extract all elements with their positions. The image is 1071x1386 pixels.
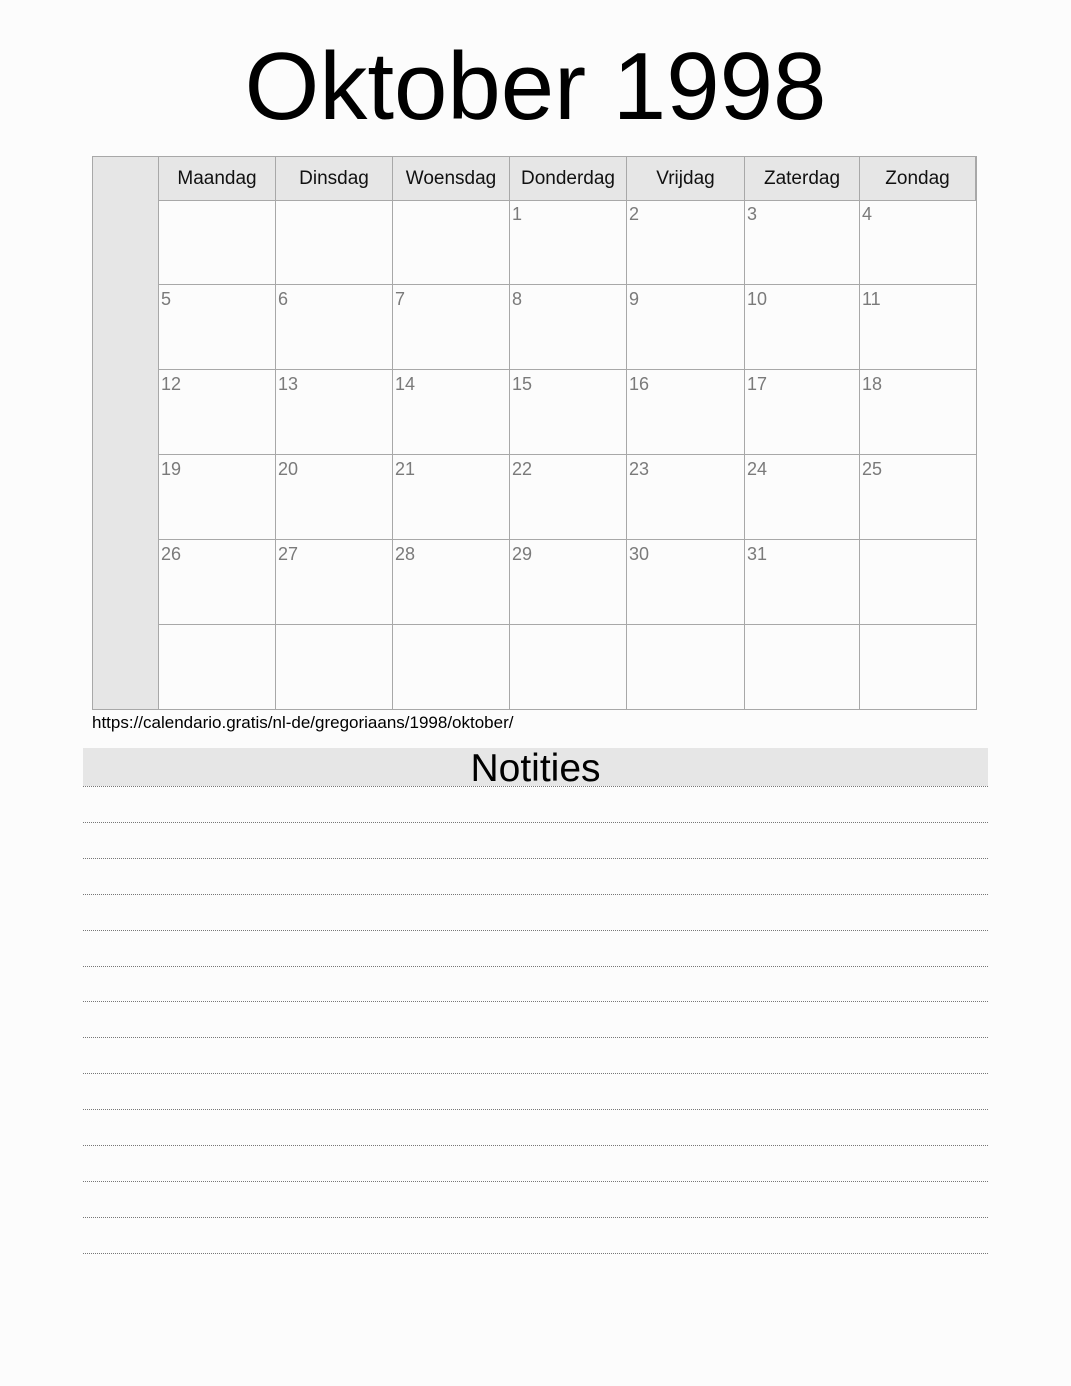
day-cell <box>860 285 976 370</box>
day-cell <box>276 455 393 540</box>
source-url: https://calendario.gratis/nl-de/gregoriaans/1998/oktober/ <box>92 713 514 732</box>
day-number: 13 <box>278 374 299 394</box>
day-number: 20 <box>278 459 299 479</box>
day-number: 28 <box>395 544 416 564</box>
day-number: 25 <box>862 459 883 479</box>
day-cell <box>510 455 627 540</box>
day-number: 16 <box>629 374 650 394</box>
day-cell <box>860 200 976 285</box>
calendar-title: Oktober 1998 <box>244 33 827 140</box>
weekday-tuesday: Dinsdag <box>276 157 393 200</box>
weekday-header-row <box>159 157 976 201</box>
day-number: 27 <box>278 544 299 564</box>
note-line <box>83 1073 988 1074</box>
weekday-saturday: Zaterdag <box>745 157 860 200</box>
day-number: 5 <box>161 289 172 309</box>
note-line <box>83 1037 988 1038</box>
note-line <box>83 894 988 895</box>
weekday-friday: Vrijdag <box>627 157 745 200</box>
day-number: 8 <box>512 289 523 309</box>
day-number: 12 <box>161 374 182 394</box>
day-cell <box>159 455 276 540</box>
note-line <box>83 966 988 967</box>
day-cell <box>276 285 393 370</box>
day-cell <box>393 370 510 455</box>
notes-title: Notities <box>83 748 988 786</box>
day-cell <box>276 370 393 455</box>
day-number: 4 <box>862 204 873 224</box>
day-cell <box>510 370 627 455</box>
day-cell <box>510 200 627 285</box>
day-number: 31 <box>747 544 768 564</box>
day-number: 30 <box>629 544 650 564</box>
day-cell <box>745 200 860 285</box>
day-number: 11 <box>862 289 881 309</box>
day-number: 2 <box>629 204 640 224</box>
note-line <box>83 1253 988 1254</box>
note-line <box>83 786 988 787</box>
day-number: 15 <box>512 374 533 394</box>
day-cell <box>159 200 276 285</box>
day-cell <box>159 540 276 625</box>
day-number: 17 <box>747 374 768 394</box>
day-cell <box>510 285 627 370</box>
day-cell <box>276 625 393 709</box>
day-number: 18 <box>862 374 883 394</box>
day-number: 21 <box>395 459 416 479</box>
day-number: 29 <box>512 544 533 564</box>
note-line <box>83 1217 988 1218</box>
day-number: 3 <box>747 204 758 224</box>
day-cell <box>393 540 510 625</box>
weekday-thursday: Donderdag <box>510 157 627 200</box>
day-number: 1 <box>512 204 523 224</box>
note-line <box>83 858 988 859</box>
day-cell <box>860 455 976 540</box>
day-cell <box>393 455 510 540</box>
day-cell <box>860 625 976 709</box>
day-cell <box>627 540 745 625</box>
day-cell <box>159 370 276 455</box>
day-cell <box>276 540 393 625</box>
day-number: 10 <box>747 289 768 309</box>
note-line <box>83 1001 988 1002</box>
note-line <box>83 822 988 823</box>
day-number: 24 <box>747 459 768 479</box>
calendar-grid <box>92 156 977 710</box>
day-cell <box>510 540 627 625</box>
day-cell <box>627 455 745 540</box>
day-number: 6 <box>278 289 289 309</box>
day-cell <box>393 285 510 370</box>
day-number: 9 <box>629 289 640 309</box>
weekday-monday: Maandag <box>159 157 276 200</box>
day-cell <box>860 370 976 455</box>
day-cell <box>745 540 860 625</box>
day-number: 23 <box>629 459 650 479</box>
day-cell <box>510 625 627 709</box>
day-cell <box>393 200 510 285</box>
day-cell <box>393 625 510 709</box>
day-cell <box>745 370 860 455</box>
day-number: 7 <box>395 289 406 309</box>
weekday-sunday: Zondag <box>860 157 976 200</box>
day-cell <box>159 285 276 370</box>
note-line <box>83 1181 988 1182</box>
day-number: 22 <box>512 459 533 479</box>
day-cell <box>627 370 745 455</box>
day-cell <box>159 625 276 709</box>
week-number-column <box>93 157 159 709</box>
day-cell <box>745 455 860 540</box>
day-cell <box>627 200 745 285</box>
weekday-wednesday: Woensdag <box>393 157 510 200</box>
day-cell <box>627 625 745 709</box>
day-number: 14 <box>395 374 416 394</box>
day-cell <box>276 200 393 285</box>
day-cell <box>745 285 860 370</box>
note-line <box>83 1109 988 1110</box>
day-cell <box>745 625 860 709</box>
day-number: 26 <box>161 544 182 564</box>
day-cell <box>860 540 976 625</box>
day-cell <box>627 285 745 370</box>
day-number: 19 <box>161 459 182 479</box>
note-line <box>83 930 988 931</box>
note-line <box>83 1145 988 1146</box>
